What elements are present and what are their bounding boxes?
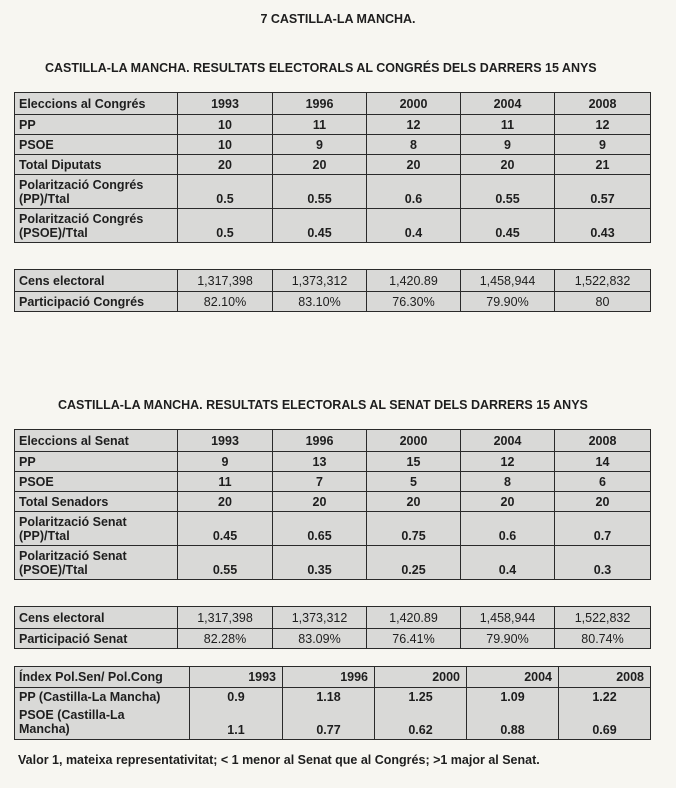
table-cell: 12 (461, 452, 555, 472)
year-header: 2004 (461, 430, 555, 452)
table-cell: 0.9 (190, 688, 283, 706)
table-row (15, 135, 651, 155)
table-row (15, 492, 651, 512)
table-cell: 0.5 (178, 175, 273, 209)
row-label-line-2: (PP)/Ttal (19, 191, 70, 206)
row-label-line-1: Polarització Senat (19, 548, 127, 563)
row-label: Participació Congrés (15, 292, 178, 312)
year-header: 2004 (467, 667, 559, 688)
table-cell: 1,317,398 (178, 270, 273, 292)
table-cell: 11 (178, 472, 273, 492)
table-cell: 1.09 (467, 688, 559, 706)
table-cell: 8 (367, 135, 461, 155)
table-row (15, 115, 651, 135)
row-label: Cens electoral (15, 607, 178, 629)
table-cell: 1,458,944 (461, 607, 555, 629)
table-cell: 10 (178, 115, 273, 135)
row-label: Total Diputats (15, 155, 178, 175)
table-cell: 6 (555, 472, 651, 492)
row-label (15, 546, 178, 580)
senat-results-table (14, 429, 651, 580)
table-cell: 20 (461, 155, 555, 175)
table-cell: 1,317,398 (178, 607, 273, 629)
year-header: 1993 (190, 667, 283, 688)
year-header: 2008 (555, 93, 651, 115)
row-label-line-1: PSOE (Castilla-La (19, 708, 125, 723)
table-cell: 0.45 (461, 209, 555, 243)
table-header-row (15, 430, 651, 452)
table-cell: 80 (555, 292, 651, 312)
table-cell: 76.41% (367, 629, 461, 649)
table-row (15, 688, 651, 706)
table-cell: 9 (178, 452, 273, 472)
header-label: Eleccions al Congrés (15, 93, 178, 115)
table-cell: 0.65 (273, 512, 367, 546)
table-cell: 0.45 (178, 512, 273, 546)
table-cell: 80.74% (555, 629, 651, 649)
table-cell: 11 (461, 115, 555, 135)
table-cell: 0.7 (555, 512, 651, 546)
table-cell: 1,373,312 (273, 607, 367, 629)
page-title: 7 CASTILLA-LA MANCHA. (260, 12, 416, 26)
table-cell: 1,522,832 (555, 607, 651, 629)
row-label-line-1: Polarització Senat (19, 514, 127, 529)
row-label (15, 209, 178, 243)
table-cell: 5 (367, 472, 461, 492)
table-cell: 7 (273, 472, 367, 492)
year-header: 2000 (367, 430, 461, 452)
table-cell: 1,420.89 (367, 270, 461, 292)
table-row (15, 472, 651, 492)
table-row (15, 292, 651, 312)
table-header-row (15, 93, 651, 115)
row-label: PP (15, 115, 178, 135)
table-cell: 20 (178, 492, 273, 512)
table-cell: 0.6 (367, 175, 461, 209)
table-cell: 0.77 (283, 706, 375, 740)
year-header: 1996 (273, 430, 367, 452)
table-cell: 9 (273, 135, 367, 155)
table-cell: 14 (555, 452, 651, 472)
senat-section-title: CASTILLA-LA MANCHA. RESULTATS ELECTORALS AL SENAT DELS DARRERS 15 ANYS (58, 398, 588, 412)
table-header-row (15, 667, 651, 688)
year-header: 1993 (178, 430, 273, 452)
year-header: 2008 (555, 430, 651, 452)
year-header: 2000 (367, 93, 461, 115)
row-label (15, 512, 178, 546)
table-cell: 76.30% (367, 292, 461, 312)
table-cell: 0.55 (178, 546, 273, 580)
table-cell: 20 (367, 155, 461, 175)
row-label: PP (15, 452, 178, 472)
row-label: Cens electoral (15, 270, 178, 292)
row-label-line-1: Polarització Congrés (19, 211, 144, 226)
row-label: Participació Senat (15, 629, 178, 649)
row-label: Total Senadors (15, 492, 178, 512)
table-cell: 1,373,312 (273, 270, 367, 292)
table-cell: 0.25 (367, 546, 461, 580)
table-row (15, 175, 651, 209)
table-cell: 0.69 (559, 706, 651, 740)
table-cell: 1.1 (190, 706, 283, 740)
table-cell: 12 (367, 115, 461, 135)
table-cell: 0.55 (461, 175, 555, 209)
index-table (14, 666, 651, 740)
table-cell: 79.90% (461, 292, 555, 312)
table-row (15, 270, 651, 292)
header-label: Índex Pol.Sen/ Pol.Cong (15, 667, 190, 688)
table-row (15, 546, 651, 580)
table-cell: 83.09% (273, 629, 367, 649)
table-cell: 15 (367, 452, 461, 472)
table-cell: 0.4 (461, 546, 555, 580)
table-cell: 82.10% (178, 292, 273, 312)
table-cell: 0.55 (273, 175, 367, 209)
table-row (15, 629, 651, 649)
row-label-line-2: (PSOE)/Ttal (19, 562, 88, 577)
table-row (15, 706, 651, 740)
table-cell: 0.6 (461, 512, 555, 546)
table-cell: 8 (461, 472, 555, 492)
table-cell: 0.3 (555, 546, 651, 580)
row-label-line-2: (PSOE)/Ttal (19, 225, 88, 240)
table-cell: 82.28% (178, 629, 273, 649)
table-cell: 0.88 (467, 706, 559, 740)
table-cell: 9 (555, 135, 651, 155)
table-cell: 20 (178, 155, 273, 175)
table-cell: 21 (555, 155, 651, 175)
row-label (15, 175, 178, 209)
table-cell: 20 (273, 155, 367, 175)
table-cell: 11 (273, 115, 367, 135)
table-cell: 1,458,944 (461, 270, 555, 292)
table-cell: 1.22 (559, 688, 651, 706)
year-header: 1993 (178, 93, 273, 115)
table-cell: 0.35 (273, 546, 367, 580)
footnote: Valor 1, mateixa representativitat; < 1 menor al Senat que al Congrés; >1 major al Senat. (18, 753, 540, 767)
table-cell: 0.43 (555, 209, 651, 243)
table-cell: 1,522,832 (555, 270, 651, 292)
table-row (15, 155, 651, 175)
row-label: PSOE (15, 135, 178, 155)
table-cell: 10 (178, 135, 273, 155)
table-row (15, 209, 651, 243)
table-cell: 0.5 (178, 209, 273, 243)
table-cell: 20 (367, 492, 461, 512)
table-cell: 13 (273, 452, 367, 472)
row-label-line-1: Polarització Congrés (19, 177, 144, 192)
congres-section-title: CASTILLA-LA MANCHA. RESULTATS ELECTORALS AL CONGRÉS DELS DARRERS 15 ANYS (45, 61, 597, 75)
congres-census-table (14, 269, 651, 312)
table-cell: 1,420.89 (367, 607, 461, 629)
table-cell: 1.18 (283, 688, 375, 706)
row-label-line-2: (PP)/Ttal (19, 528, 70, 543)
table-cell: 0.4 (367, 209, 461, 243)
table-cell: 9 (461, 135, 555, 155)
table-cell: 83.10% (273, 292, 367, 312)
table-cell: 79.90% (461, 629, 555, 649)
table-cell: 20 (273, 492, 367, 512)
year-header: 1996 (273, 93, 367, 115)
header-label: Eleccions al Senat (15, 430, 178, 452)
row-label (15, 706, 190, 740)
year-header: 1996 (283, 667, 375, 688)
table-cell: 0.45 (273, 209, 367, 243)
row-label: PSOE (15, 472, 178, 492)
year-header: 2000 (375, 667, 467, 688)
table-cell: 20 (555, 492, 651, 512)
year-header: 2004 (461, 93, 555, 115)
table-cell: 0.57 (555, 175, 651, 209)
congres-results-table (14, 92, 651, 243)
row-label-line-2: Mancha) (19, 722, 70, 737)
table-cell: 1.25 (375, 688, 467, 706)
year-header: 2008 (559, 667, 651, 688)
table-cell: 12 (555, 115, 651, 135)
table-cell: 0.62 (375, 706, 467, 740)
table-row (15, 512, 651, 546)
table-row (15, 607, 651, 629)
senat-census-table (14, 606, 651, 649)
table-row (15, 452, 651, 472)
row-label: PP (Castilla-La Mancha) (15, 688, 190, 706)
table-cell: 0.75 (367, 512, 461, 546)
table-cell: 20 (461, 492, 555, 512)
